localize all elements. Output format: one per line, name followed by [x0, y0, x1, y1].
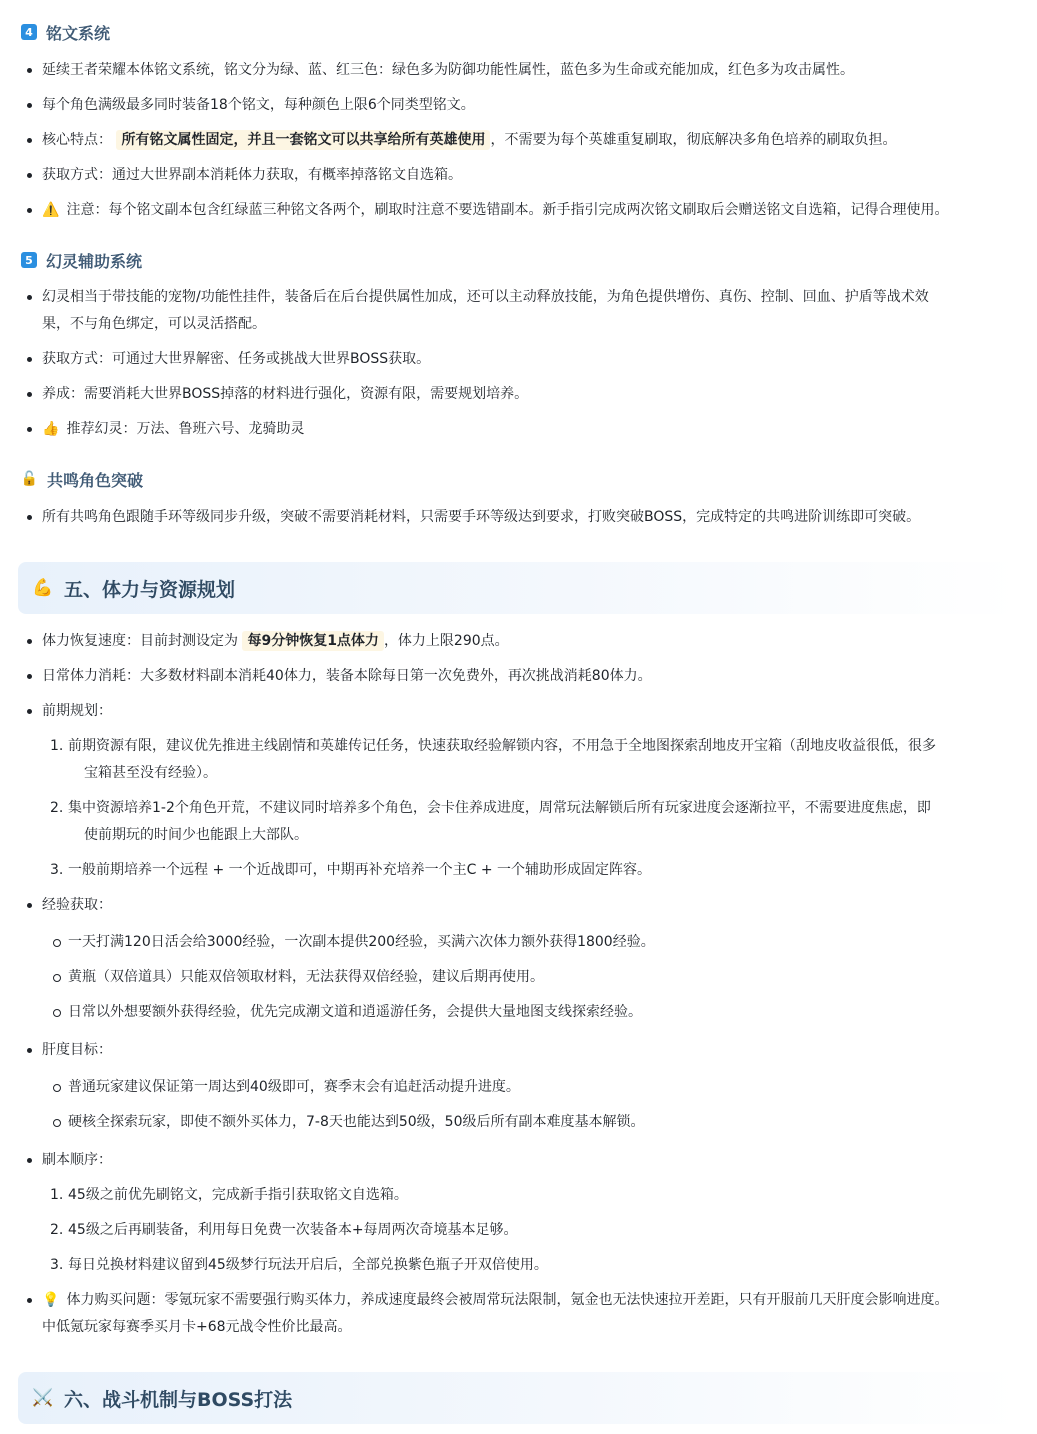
section-title: 共鸣角色突破 — [47, 470, 144, 490]
list-item: 获取方式：可通过大世界解密、任务或挑战大世界BOSS获取。 — [42, 346, 430, 373]
crossed-swords-icon: ⚔️ — [32, 1388, 54, 1408]
ordered-item — [50, 1182, 408, 1209]
section-title: 铭文系统 — [46, 23, 111, 43]
list-item: 日常体力消耗：大多数材料副本消耗40体力，装备本除每日第一次免费外，再次挑战消耗80体力。 — [42, 663, 652, 690]
list-item: 获取方式：通过大世界副本消耗体力获取，有概率掉落铭文自选箱。 — [42, 162, 462, 189]
ordered-item — [50, 733, 1018, 787]
list-item — [42, 197, 948, 224]
list-item: 延续王者荣耀本体铭文系统，铭文分为绿、蓝、红三色：绿色多为防御功能性属性，蓝色多为生命或充能加成，红色多为攻击属性。 — [42, 57, 854, 84]
ordered-item — [50, 795, 1018, 849]
line: 果，不与角色绑定，可以灵活搭配。 — [42, 316, 266, 332]
line: 幻灵相当于带技能的宠物/功能性挂件，装备后在后台提供属性加成，还可以主动释放技能，为角色提供增伤、真伤、控制、回血、护盾等战术效 — [42, 289, 929, 305]
section-heading-resonance — [21, 467, 143, 491]
item-number: 3. — [50, 1257, 64, 1273]
list-item: 所有共鸣角色跟随手环等级同步升级，突破不需要消耗材料，只需要手环等级达到要求，打败突破BOSS，完成特定的共鸣进阶训练即可突破。 — [42, 504, 920, 531]
line: 体力购买问题：零氪玩家不需要强行购买体力，养成速度最终会被周常玩法限制，氪金也无法快速拉开差距，只有开服前几天肝度会影响进度。 — [66, 1292, 949, 1308]
sub-list-item: 硬核全探索玩家，即使不额外买体力，7-8天也能达到50级，50级后所有副本难度基本解锁。 — [68, 1109, 645, 1136]
section-heading-phantom — [21, 248, 142, 272]
ordered-item — [50, 1217, 518, 1244]
list-item: 刷本顺序： — [42, 1147, 112, 1174]
stamina-prefix: 体力恢复速度：目前封测设定为 — [42, 633, 238, 649]
list-item: 前期规划： — [42, 698, 112, 725]
sub-list-item: 普通玩家建议保证第一周达到40级即可，赛季末会有追赶活动提升进度。 — [68, 1074, 520, 1101]
thumbs-up-icon: 👍 — [42, 421, 60, 437]
unlock-icon: 🔓 — [20, 471, 39, 487]
recommend-text: 推荐幻灵：万法、鲁班六号、龙骑助灵 — [66, 421, 305, 437]
sub-list-item: 日常以外想要额外获得经验，优先完成潮文道和逍遥游任务，会提供大量地图支线探索经验。 — [68, 999, 642, 1026]
list-item: 养成：需要消耗大世界BOSS掉落的材料进行强化，资源有限，需要规划培养。 — [42, 381, 528, 408]
chapter-title: 六、战斗机制与BOSS打法 — [64, 1388, 293, 1411]
chapter-heading-combat — [18, 1372, 1019, 1424]
ordered-item — [50, 857, 652, 884]
list-item — [42, 1287, 948, 1314]
section-title: 幻灵辅助系统 — [46, 251, 143, 271]
ordered-item — [50, 1252, 548, 1279]
list-item — [42, 127, 896, 154]
highlight-text: 每9分钟恢复1点体力 — [242, 631, 383, 651]
chapter-heading-stamina — [18, 562, 1019, 614]
item-number: 1. — [50, 738, 64, 754]
number-4-icon: 4 — [21, 24, 37, 40]
list-item: 经验获取： — [42, 892, 112, 919]
warning-text: 注意：每个铭文副本包含红绿蓝三种铭文各两个，刷取时注意不要选错副本。新手指引完成两次铭文刷取后会赠送铭文自选箱，记得合理使用。 — [66, 202, 949, 218]
list-item: 每个角色满级最多同时装备18个铭文，每种颜色上限6个同类型铭文。 — [42, 92, 475, 119]
core-suffix: ，不需要为每个英雄重复刷取，彻底解决多角色培养的刷取负担。 — [490, 132, 897, 148]
line: 前期资源有限，建议优先推进主线剧情和英雄传记任务，快速获取经验解锁内容，不用急于全地图探索刮地皮开宝箱（刮地皮收益很低，很多 — [68, 738, 936, 754]
sub-list-item: 一天打满120日活会给3000经验，一次副本提供200经验，买满六次体力额外获得1800经验。 — [68, 929, 655, 956]
line: 每日兑换材料建议留到45级梦行玩法开启后，全部兑换紫色瓶子开双倍使用。 — [68, 1257, 548, 1273]
chapter-title: 五、体力与资源规划 — [64, 578, 236, 601]
warning-icon: ⚠️ — [42, 202, 60, 218]
line: 一般前期培养一个远程 + 一个近战即可，中期再补充培养一个主C + 一个辅助形成固定阵容。 — [68, 862, 652, 878]
list-item-continuation: 中低氪玩家每赛季买月卡+68元战令性价比最高。 — [42, 1319, 352, 1335]
item-number: 3. — [50, 862, 64, 878]
number-5-icon: 5 — [21, 252, 37, 268]
list-item — [42, 628, 509, 655]
line: 宝箱甚至没有经验）。 — [84, 765, 217, 781]
list-item: 肝度目标： — [42, 1037, 112, 1064]
line: 集中资源培养1-2个角色开荒，不建议同时培养多个角色，会卡住养成进度，周常玩法解锁后所有玩家进度会逐渐拉平，不需要进度焦虑，即 — [68, 800, 931, 816]
line: 45级之后再刷装备，利用每日免费一次装备本+每周两次奇境基本足够。 — [68, 1222, 518, 1238]
list-item — [42, 284, 929, 338]
item-number: 2. — [50, 1222, 64, 1238]
item-number: 1. — [50, 1187, 64, 1203]
list-item — [42, 416, 304, 443]
item-number: 2. — [50, 800, 64, 816]
core-prefix: 核心特点： — [42, 132, 112, 148]
line: 45级之前优先刷铭文，完成新手指引获取铭文自选箱。 — [68, 1187, 408, 1203]
sub-list-item: 黄瓶（双倍道具）只能双倍领取材料，无法获得双倍经验，建议后期再使用。 — [68, 964, 544, 991]
stamina-suffix: ，体力上限290点。 — [383, 633, 509, 649]
highlight-text: 所有铭文属性固定，并且一套铭文可以共享给所有英雄使用 — [116, 130, 490, 150]
flexed-biceps-icon: 💪 — [32, 578, 54, 598]
light-bulb-icon: 💡 — [42, 1292, 60, 1308]
line: 使前期玩的时间少也能跟上大部队。 — [84, 827, 308, 843]
section-heading-inscription — [21, 20, 110, 44]
